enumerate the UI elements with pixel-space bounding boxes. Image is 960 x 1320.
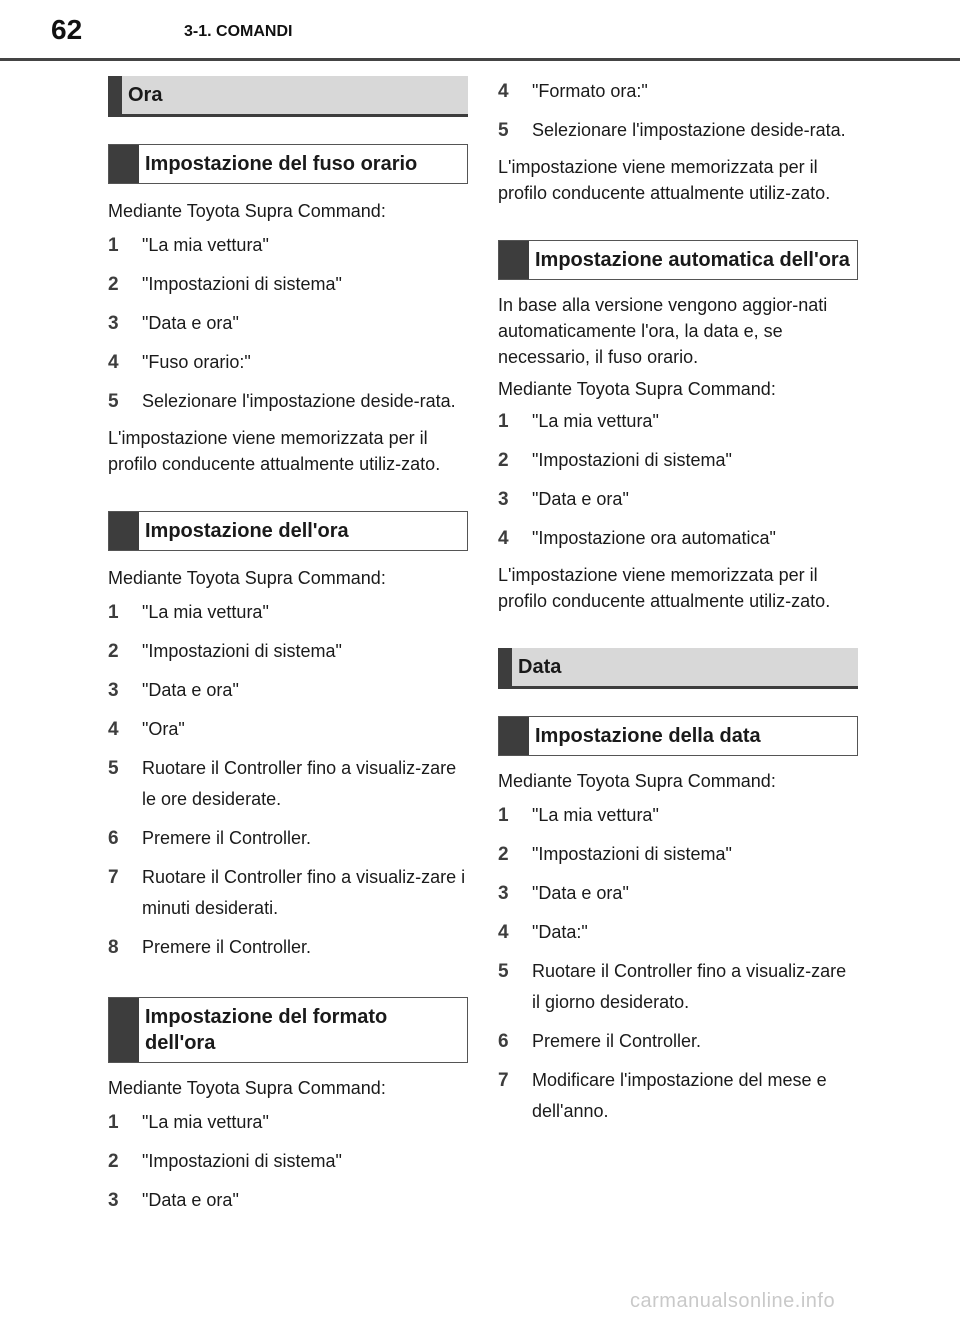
step-item [108,269,468,300]
step-number: 1 [498,411,509,432]
step-number: 5 [108,391,119,412]
watermark: carmanualsonline.info [630,1290,836,1312]
step-number: 4 [498,528,509,549]
section-heading-label: Ora [128,84,163,106]
step-number: 4 [108,352,119,373]
step-text: Premere il Controller. [532,1031,702,1051]
section-heading-data [498,648,858,689]
step-number: 7 [108,867,119,888]
step-item [108,753,468,815]
step-number: 1 [108,1112,119,1133]
step-item [108,1107,468,1138]
step-text: "Impostazioni di sistema" [142,641,342,661]
step-item [498,523,858,554]
step-number: 4 [108,719,119,740]
note-text: L'impostazione viene memorizzata per il profilo conducente attualmente utiliz-zato. [498,565,831,611]
step-text: "La mia vettura" [532,805,659,825]
step-item [498,445,858,476]
step-number: 2 [108,641,119,662]
step-text: "Impostazioni di sistema" [142,1151,342,1171]
step-text: Ruotare il Controller fino a visualiz-zare il giorno desiderato. [532,961,847,1012]
subheading-bar [109,145,139,183]
step-text: Modificare l'impostazione del mese e dell'anno. [532,1070,827,1121]
step-item [108,347,468,378]
step-item [108,308,468,339]
step-text: "Ora" [142,719,185,739]
step-text: "La mia vettura" [532,411,659,431]
step-item [498,76,858,107]
subheading-bar [109,512,139,550]
note-text: L'impostazione viene memorizzata per il profilo conducente attualmente utiliz-zato. [498,157,831,203]
step-item [498,800,858,831]
step-number: 3 [108,313,119,334]
subheading-label: Impostazione automatica dell'ora [535,249,850,271]
subheading-bar [499,717,529,755]
step-number: 6 [498,1031,509,1052]
step-item [108,862,468,924]
subheading-bar [109,998,139,1062]
intro-text: Mediante Toyota Supra Command: [108,201,386,221]
header-rule [0,58,960,61]
subheading-label: Impostazione del fuso orario [145,153,418,175]
step-text: Ruotare il Controller fino a visualiz-zare i minuti desiderati. [142,867,466,918]
step-item [498,115,858,146]
subheading-date [498,716,858,756]
step-text: Selezionare l'impostazione deside-rata. [532,120,846,140]
steps-date [498,800,858,1127]
subheading-time-zone [108,144,468,184]
chapter-title: 3-1. COMANDI [184,23,293,40]
step-number: 3 [108,1190,119,1211]
step-text: "Data e ora" [142,313,239,333]
step-item [498,1065,858,1127]
step-number: 1 [498,805,509,826]
step-text: "La mia vettura" [142,1112,269,1132]
section-heading-bar [108,76,122,114]
subheading-label: Impostazione della data [535,725,761,747]
step-item [498,406,858,437]
step-number: 4 [498,922,509,943]
step-text: Selezionare l'impostazione deside-rata. [142,391,456,411]
step-number: 3 [498,883,509,904]
right-column [498,76,858,1127]
subheading-label: Impostazione dell'ora [145,520,349,542]
step-item [108,230,468,261]
step-item [108,386,468,417]
step-number: 2 [108,274,119,295]
step-number: 2 [108,1151,119,1172]
steps-time-zone [108,230,468,417]
step-item [498,839,858,870]
steps-time-format [108,1107,468,1216]
step-text: "La mia vettura" [142,235,269,255]
step-item [108,675,468,706]
step-item [108,823,468,854]
step-number: 5 [108,758,119,779]
step-text: "Impostazione ora automatica" [532,528,776,548]
step-item [498,1026,858,1057]
step-text: "Fuso orario:" [142,352,251,372]
section-heading-label: Data [518,656,562,678]
subheading-time-format [108,997,468,1063]
step-item [498,956,858,1018]
subheading-bar [499,241,529,279]
step-text: "Data e ora" [532,883,629,903]
step-text: Ruotare il Controller fino a visualiz-zare le ore desiderate. [142,758,457,809]
left-column [108,76,468,1216]
step-number: 5 [498,120,509,141]
step-text: "Impostazioni di sistema" [142,274,342,294]
step-number: 3 [108,680,119,701]
step-item [498,917,858,948]
intro-text: Mediante Toyota Supra Command: [108,568,386,588]
step-text: "Data e ora" [142,680,239,700]
step-number: 4 [498,81,509,102]
page-number-box [0,0,173,60]
step-number: 7 [498,1070,509,1091]
step-item [108,636,468,667]
step-item [108,1185,468,1216]
step-number: 3 [498,489,509,510]
step-number: 2 [498,450,509,471]
steps-time [108,597,468,963]
intro-text: Mediante Toyota Supra Command: [498,379,776,399]
intro-text: Mediante Toyota Supra Command: [498,771,776,791]
step-text: "Formato ora:" [532,81,648,101]
step-text: Premere il Controller. [142,937,312,957]
step-item [498,484,858,515]
section-heading-ora [108,76,468,117]
step-item [108,1146,468,1177]
step-number: 2 [498,844,509,865]
note-text: L'impostazione viene memorizzata per il profilo conducente attualmente utiliz-zato. [108,428,441,474]
step-item [108,597,468,628]
step-text: "Impostazioni di sistema" [532,844,732,864]
step-number: 8 [108,937,119,958]
steps-auto-time [498,406,858,554]
subheading-time [108,511,468,551]
steps-time-format-continued [498,76,858,146]
step-text: "Impostazioni di sistema" [532,450,732,470]
step-number: 5 [498,961,509,982]
step-text: "Data e ora" [142,1190,239,1210]
step-text: "Data:" [532,922,588,942]
subheading-label: Impostazione del formato dell'ora [145,1006,388,1054]
description-text: In base alla versione vengono aggior-nati automaticamente l'ora, la data e, se necessario, il fuso orario. [498,295,828,367]
step-number: 6 [108,828,119,849]
step-number: 1 [108,235,119,256]
step-item [108,932,468,963]
step-item [498,878,858,909]
step-text: Premere il Controller. [142,828,312,848]
step-text: "La mia vettura" [142,602,269,622]
subheading-auto-time [498,240,858,280]
page-number: 62 [51,14,83,45]
step-item [108,714,468,745]
section-heading-bar [498,648,512,686]
step-text: "Data e ora" [532,489,629,509]
intro-text: Mediante Toyota Supra Command: [108,1078,386,1098]
step-number: 1 [108,602,119,623]
